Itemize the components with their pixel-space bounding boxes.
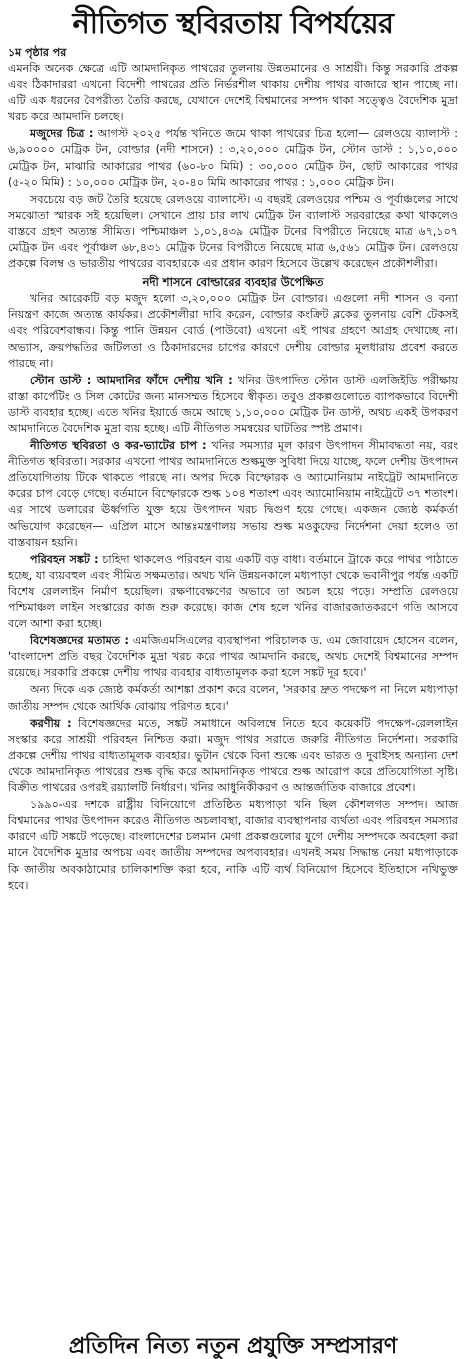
paragraph-closing: ১৯৯০-এর দশকে রাষ্ট্রীয় বিনিয়োগে প্রতিষ্ঠিত মধ্যপাড়া খনি ছিল কৌশলগত সম্পদ। আজ বিশ্বমানের পাথর উৎপাদন করেও নীতিগত অচলাবস্থা, বাজার ব্যবস্থাপনার ব্যর্থতা এবং পরিবহন সমস্যার কারণে এটি সঙ্কটে পড়েছে। বাংলাদেশের চলমান মেগা প্রকল্পগুলোর যুগে দেশীয় সম্পদকে অবহেলা করা মানে বৈদেশিক মুদ্রার অপচয় এবং জাতীয় সম্পদের অপব্যবহার। এখনই সময় সিদ্ধান্ত নেয়া মধ্যপাড়াকে কি জাতীয় অবকাঠামোর চালিকাশক্তি করা হবে, নাকি এটি ব্যর্থ বিনিয়োগ হিসেবে ইতিহাসে নথিভুক্ত হবে।: [8, 798, 458, 892]
subhead-boulder: নদী শাসনে বোল্ডারের ব্যবহার উপেক্ষিত: [142, 275, 324, 290]
paragraph-transport: [8, 552, 458, 632]
headline: নীতিগত স্থবিরতায় বিপর্যয়ের: [72, 6, 394, 40]
stock-lead: মজুদের চিত্র :: [30, 127, 94, 141]
paragraph-official: অন্য দিকে এক জ্যেষ্ঠ কর্মকর্তা আশঙ্কা প্রকাশ করে বলেন, 'সরকার দ্রুত পদক্ষেপ না নিলে মধ্যপাড়া জাতীয় সম্পদ থেকে আর্থিক বোঝায় পরিণত হবে।': [8, 683, 458, 713]
paragraph-rail: সবচেয়ে বড় জট তৈরি হয়েছে রেলওয়ে ব্যালাস্টে। এ বছরই রেলওয়ের পশ্চিম ও পূর্বাঞ্চলের সাথে সমঝোতা স্মারক সই হয়েছিল। সেখানে প্রায় চার লাখ মেট্রিক টন ব্যালাস্ট সরবরাহের কথা থাকলেও বাস্তবে গ্রহণ অত্যন্ত সীমিত। পশ্চিমাঞ্চল ১,০১,৪৩৯ মেট্রিক টনের বিপরীতে নিয়েছে মাত্র ৬৭,১০৭ মেট্রিক টন এবং পূর্বাঞ্চল ৬৮,৪৩১ মেট্রিক টনের বিপরীতে নিয়েছে মাত্র ৬,৫৬১ মেট্রিক টন। রেলওয়ে প্রকল্পে বিলম্ব ও ভারতীয় পাথরের ব্যবহারকে এর প্রধান কারণ হিসেবে উল্লেখ করেছেন প্রকৌশলীরা।: [8, 192, 458, 271]
article-page: [0, 6, 466, 1359]
todo-text: বিশেষজ্ঞদের মতে, সঙ্কট সমাধানে অবিলম্বে নিতে হবে কয়েকটি পদক্ষেপ-রেললাইন সংস্কার করে সাশ্রয়ী পরিবহন নিশ্চিত করা। মজুদ পাথর সরাতে জরুরি নীতিগত নির্দেশনা। সরকারি প্রকল্পে দেশীয় পাথর বাধ্যতামূলক ব্যবহার। ভুটান থেকে বিনা শুল্কে এবং ভারত ও দুবাইসহ অন্যান্য দেশ থেকে আমদানিকৃত পাথরের শুল্ক বৃদ্ধি করে আমদানিকৃত পাথরে শুল্ক আরোপ করে প্রতিযোগিতা সৃষ্টি। বিক্রীত পাথরের ওপরই রয়্যালটি নির্ধারণ। খনির আধুনিকীকরণ ও আন্তর্জাতিক বাজারে প্রবেশ।: [8, 716, 458, 795]
stock-text: আগস্ট ২০২৫ পর্যন্ত খনিতে জমে থাকা পাথরের চিত্র হলো— রেলওয়ে ব্যালাস্ট : ৬,৯০০০০ মেট্রিক টন, বোল্ডার (নদী শাসনে) : ৩,২০,০০০ মেট্রিক টন, স্টোন ডাস্ট : ১,১০,০০০ মেট্রিক টন, মাঝারি আকারের পাথর (৬০-৮০ মিমি) : ৩০,০০০ মেট্রিক টন, ছোট আকারের পাথর (৫-২০ মিমি) : ১০,০০০ মেট্রিক টন, ২০-৪০ মিমি আকারের পাথর : ১,০০০ মেট্রিক টন।: [8, 127, 459, 189]
paragraph-expert: [8, 633, 458, 681]
paragraph-todo: [8, 716, 458, 796]
next-headline-partial: প্রতিদিন নিত্য নতুন প্রযুক্তি সম্প্রসারণ: [68, 1333, 398, 1359]
paragraph-policy: [8, 438, 458, 551]
transport-text: চাহিদা থাকলেও পরিবহন ব্যয় একটি বড় বাধা। বর্তমানে ট্রাকে করে পাথর পাঠাতে হচ্ছে, যা ব্যয়বহুল এবং সীমিত সক্ষমতার। অথচ খনি উন্নয়নকালে মধ্যপাড়া থেকে ভবানীপুর পর্যন্ত একটি বিশেষ রেললাইন নির্মাণ হয়েছিল। রক্ষণাবেক্ষণের অভাবে তা অচল হয়ে পড়ে। সম্প্রতি রেলওয়ে পশ্চিমাঞ্চল লাইন সংস্কারের কাজ শুরু করেছে। কাজ শেষ হলে খনির বাজারজাতকরণে গতি আসবে বলে আশা করা হচ্ছে।: [8, 552, 459, 631]
todo-lead: করণীয় :: [30, 716, 72, 730]
stone-dust-text: খনির উৎপাদিত স্টোন ডাস্ট এলজিইডি পরীক্ষায় রাস্তা কার্পেটিং ও সিল কোটের জন্য মানসম্মত হিসেবে স্বীকৃত। তবুও প্রকল্পগুলোতে ব্যাপকভাবে বিদেশী ডাস্ট ব্যবহার হচ্ছে। এতে খনির ইয়ার্ডে জমে আছে ১,১০,০০০ মেট্রিক টন ডাস্ট, অথচ একই উপকরণ আমদানিতে বৈদেশিক মুদ্রা ব্যয় হচ্ছে। এটি নীতিগত সমন্বয়ের ঘাটতির স্পষ্ট প্রমাণ।: [8, 373, 459, 435]
transport-lead: পরিবহন সঙ্কট :: [30, 552, 99, 566]
paragraph-stone-dust: [8, 373, 458, 437]
expert-text: এমজিএমসিএলের ব্যবস্থাপনা পরিচালক ড. এম জোবায়েদ হোসেন বলেন, 'বাংলাদেশ প্রতি বছর বৈদেশিক মুদ্রা খরচ করে পাথর আমদানি করছে, অথচ দেশেই বিশ্বমানের সম্পদ রয়েছে। সরকারি প্রকল্পে দেশীয় পাথর ব্যবহার বাধ্যতামূলক করা হলে সঙ্কট দূর হবে।': [8, 634, 458, 680]
stone-dust-lead: স্টোন ডাস্ট : আমদানির ফাঁদে দেশীয় খনি :: [30, 373, 233, 387]
paragraph-intro: এমনকি অনেক ক্ষেত্রে এটি আমদানিকৃত পাথরের তুলনায় উন্নতমানের ও সাশ্রয়ী। কিন্তু সরকারি প্রকল্প এবং ঠিকাদাররা এখনো বিদেশী পাথরের প্রতি নির্ভরশীল থাকায় দেশীয় পাথর বাজারে স্থান পাচ্ছে না। এটি এক ধরনের বৈপরীত্য তৈরি করছে, যেখানে দেশেই বিশ্বমানের সম্পদ থাকা সত্ত্বেও বৈদেশিক মুদ্রা খরচ করে আমদানি চলছে।: [8, 62, 458, 124]
policy-lead: নীতিগত স্থবিরতা ও কর-ভ্যাটের চাপ :: [30, 439, 207, 453]
expert-lead: বিশেষজ্ঞদের মতামত :: [30, 634, 129, 648]
policy-text: খনির সমস্যার মূল কারণ উৎপাদন সীমাবদ্ধতা নয়, বরং নীতিগত স্থবিরতা। সরকার এখনো পাথর আমদানিতে শুল্কমুক্ত সুবিধা দিয়ে যাচ্ছে, ফলে দেশীয় উৎপাদন প্রতিযোগিতায় টিকে থাকতে পারছে না। অপর দিকে বিস্ফোরক ও অ্যামোনিয়াম নাইট্রেট আমদানিতে করের চাপ বেড়ে গেছে। বর্তমানে বিস্ফোরকে শুল্ক ১০৪ শতাংশ এবং অ্যামোনিয়াম নাইট্রেটে ৩৭ শতাংশ। এর সাথে ডলারের ঊর্ধ্বগতি যুক্ত হয়ে উৎপাদন খরচ দ্বিগুণ হয়ে গেছে। একজন জ্যেষ্ঠ কর্মকর্তা অভিযোগ করেছেন— এপ্রিল মাসে আন্তঃমন্ত্রণালয় সভায় শুল্ক মওকুফের নির্দেশনা দেয়া হলেও তা বাস্তবায়ন হয়নি।: [8, 439, 458, 549]
paragraph-stock: [8, 126, 458, 190]
paragraph-boulder: খনির আরেকটি বড় মজুদ হলো ৩,২০,০০০ মেট্রিক টন বোল্ডার। এগুলো নদী শাসন ও বন্যা নিয়ন্ত্রণ কাজে অত্যন্ত কার্যকর। প্রকৌশলীরা দাবি করেন, বোল্ডার কংক্রিট ব্লকের তুলনায় বেশি টেকসই এবং পরিবেশবান্ধব। কিন্তু পানি উন্নয়ন বোর্ড (পাউবো) এখনো এই পাথর গ্রহণে আগ্রহ দেখাচ্ছে না। অভ্যাস, ক্রয়পদ্ধতির জটিলতা ও ঠিকাদারদের চাপের কারণে দেশীয় বোল্ডার মূলধারায় প্রবেশ করতে পারছে না।: [8, 292, 458, 370]
continued-from-label: ১ম পৃষ্ঠার পর: [8, 46, 67, 59]
article-body: [8, 61, 458, 894]
